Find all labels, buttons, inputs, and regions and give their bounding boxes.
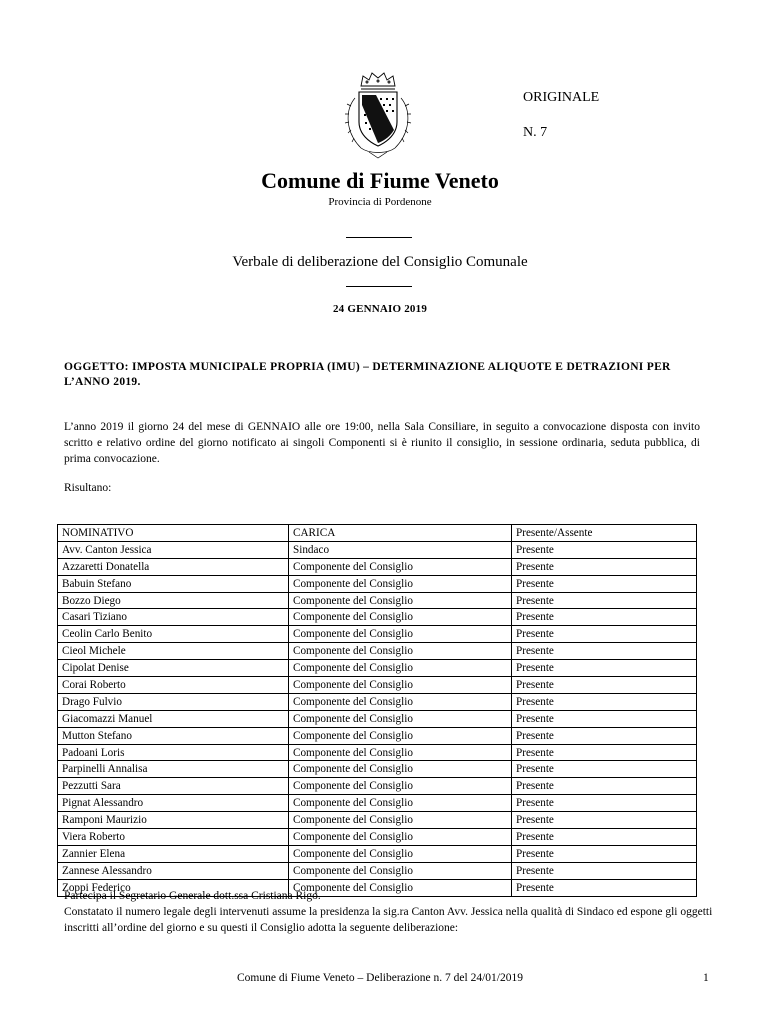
presence-cell: Presente: [512, 778, 697, 795]
table-row: [58, 744, 697, 761]
municipality-title: Comune di Fiume Veneto: [261, 168, 499, 193]
presence-cell: Presente: [512, 795, 697, 812]
presence-cell: Presente: [512, 541, 697, 558]
coat-of-arms-icon: [339, 70, 417, 162]
table-row: [58, 643, 697, 660]
secretary-line: Partecipa il Segretario Generale dott.ssa Cristiana Rigo.: [64, 890, 321, 902]
table-row: [58, 795, 697, 812]
presence-cell: Presente/Assente: [512, 525, 697, 542]
table-row: [58, 541, 697, 558]
presence-cell: Presente: [512, 761, 697, 778]
document-status-label: ORIGINALE: [523, 90, 600, 105]
table-row: [58, 626, 697, 643]
name-cell: Azzaretti Donatella: [58, 558, 289, 575]
role-cell: Componente del Consiglio: [289, 778, 512, 795]
divider: [346, 286, 412, 287]
presence-cell: Presente: [512, 558, 697, 575]
role-cell: Componente del Consiglio: [289, 862, 512, 879]
page-footer: Comune di Fiume Veneto – Deliberazione n. 7 del 24/01/2019: [237, 972, 523, 984]
presidency-line: Constatato il numero legale degli intervenuti assume la presidenza la sig.ra Canton Avv. Jessica nella qualità di Sindaco ed espone gli oggetti inscritti all’ordine del giorno e su questi il Consiglio adotta la seguente deliberazione:: [64, 906, 713, 934]
name-cell: Avv. Canton Jessica: [58, 541, 289, 558]
table-row: [58, 693, 697, 710]
role-cell: Componente del Consiglio: [289, 643, 512, 660]
role-cell: Componente del Consiglio: [289, 626, 512, 643]
role-cell: Componente del Consiglio: [289, 710, 512, 727]
role-cell: Componente del Consiglio: [289, 761, 512, 778]
role-cell: CARICA: [289, 525, 512, 542]
name-cell: Cipolat Denise: [58, 660, 289, 677]
intro-paragraph: L’anno 2019 il giorno 24 del mese di GENNAIO alle ore 19:00, nella Sala Consiliare, in seguito a convocazione disposta con invito scritto e relativo ordine del giorno notificato ai singoli Componenti si è riunito il consiglio, in sessione ordinaria, seduta pubblica, di prima convocazione.: [64, 421, 700, 465]
presence-cell: Presente: [512, 592, 697, 609]
presence-cell: Presente: [512, 575, 697, 592]
role-cell: Componente del Consiglio: [289, 829, 512, 846]
role-cell: Componente del Consiglio: [289, 677, 512, 694]
attendance-table: [57, 524, 697, 897]
deliberation-number: N. 7: [523, 125, 548, 140]
table-row: [58, 660, 697, 677]
session-date: 24 GENNAIO 2019: [332, 303, 428, 315]
role-cell: Componente del Consiglio: [289, 609, 512, 626]
document-type-heading: Verbale di deliberazione del Consiglio Comunale: [232, 254, 528, 270]
table-row: [58, 812, 697, 829]
table-row: [58, 829, 697, 846]
presence-cell: Presente: [512, 812, 697, 829]
closing-text: [64, 888, 714, 936]
name-cell: Viera Roberto: [58, 829, 289, 846]
role-cell: Componente del Consiglio: [289, 744, 512, 761]
attendance-label: Risultano:: [64, 482, 112, 494]
table-row: [58, 609, 697, 626]
presence-cell: Presente: [512, 862, 697, 879]
divider: [346, 237, 412, 238]
presence-cell: Presente: [512, 660, 697, 677]
table-row: [58, 862, 697, 879]
name-cell: Casari Tiziano: [58, 609, 289, 626]
name-cell: Cieol Michele: [58, 643, 289, 660]
presence-cell: Presente: [512, 845, 697, 862]
role-cell: Componente del Consiglio: [289, 693, 512, 710]
role-cell: Componente del Consiglio: [289, 795, 512, 812]
table-row: [58, 727, 697, 744]
presence-cell: Presente: [512, 677, 697, 694]
presence-cell: Presente: [512, 744, 697, 761]
table-row: [58, 710, 697, 727]
subject-heading: OGGETTO: IMPOSTA MUNICIPALE PROPRIA (IMU) – DETERMINAZIONE ALIQUOTE E DETRAZIONI PER L’ANNO 2019.: [64, 361, 671, 388]
table-row: [58, 845, 697, 862]
name-cell: NOMINATIVO: [58, 525, 289, 542]
role-cell: Componente del Consiglio: [289, 845, 512, 862]
presence-cell: Presente: [512, 727, 697, 744]
table-header-row: [58, 525, 697, 542]
presence-cell: Presente: [512, 643, 697, 660]
name-cell: Pignat Alessandro: [58, 795, 289, 812]
role-cell: Componente del Consiglio: [289, 727, 512, 744]
name-cell: Corai Roberto: [58, 677, 289, 694]
presence-cell: Presente: [512, 829, 697, 846]
name-cell: Ceolin Carlo Benito: [58, 626, 289, 643]
name-cell: Pezzutti Sara: [58, 778, 289, 795]
name-cell: Padoani Loris: [58, 744, 289, 761]
name-cell: Ramponi Maurizio: [58, 812, 289, 829]
table-row: [58, 592, 697, 609]
name-cell: Giacomazzi Manuel: [58, 710, 289, 727]
name-cell: Parpinelli Annalisa: [58, 761, 289, 778]
role-cell: Sindaco: [289, 541, 512, 558]
name-cell: Bozzo Diego: [58, 592, 289, 609]
name-cell: Zannier Elena: [58, 845, 289, 862]
presence-cell: Presente: [512, 710, 697, 727]
name-cell: Zoppi Federico: [58, 879, 289, 896]
presence-cell: Presente: [512, 693, 697, 710]
presence-cell: Presente: [512, 879, 697, 896]
table-row: [58, 575, 697, 592]
role-cell: Componente del Consiglio: [289, 575, 512, 592]
page-number: 1: [703, 972, 709, 984]
table-row: [58, 761, 697, 778]
role-cell: Componente del Consiglio: [289, 558, 512, 575]
province-subtitle: Provincia di Pordenone: [328, 196, 432, 208]
name-cell: Mutton Stefano: [58, 727, 289, 744]
presence-cell: Presente: [512, 609, 697, 626]
role-cell: Componente del Consiglio: [289, 660, 512, 677]
role-cell: Componente del Consiglio: [289, 812, 512, 829]
table-row: [58, 558, 697, 575]
name-cell: Babuin Stefano: [58, 575, 289, 592]
name-cell: Drago Fulvio: [58, 693, 289, 710]
presence-cell: Presente: [512, 626, 697, 643]
name-cell: Zannese Alessandro: [58, 862, 289, 879]
role-cell: Componente del Consiglio: [289, 879, 512, 896]
role-cell: Componente del Consiglio: [289, 592, 512, 609]
table-row: [58, 778, 697, 795]
table-row: [58, 677, 697, 694]
